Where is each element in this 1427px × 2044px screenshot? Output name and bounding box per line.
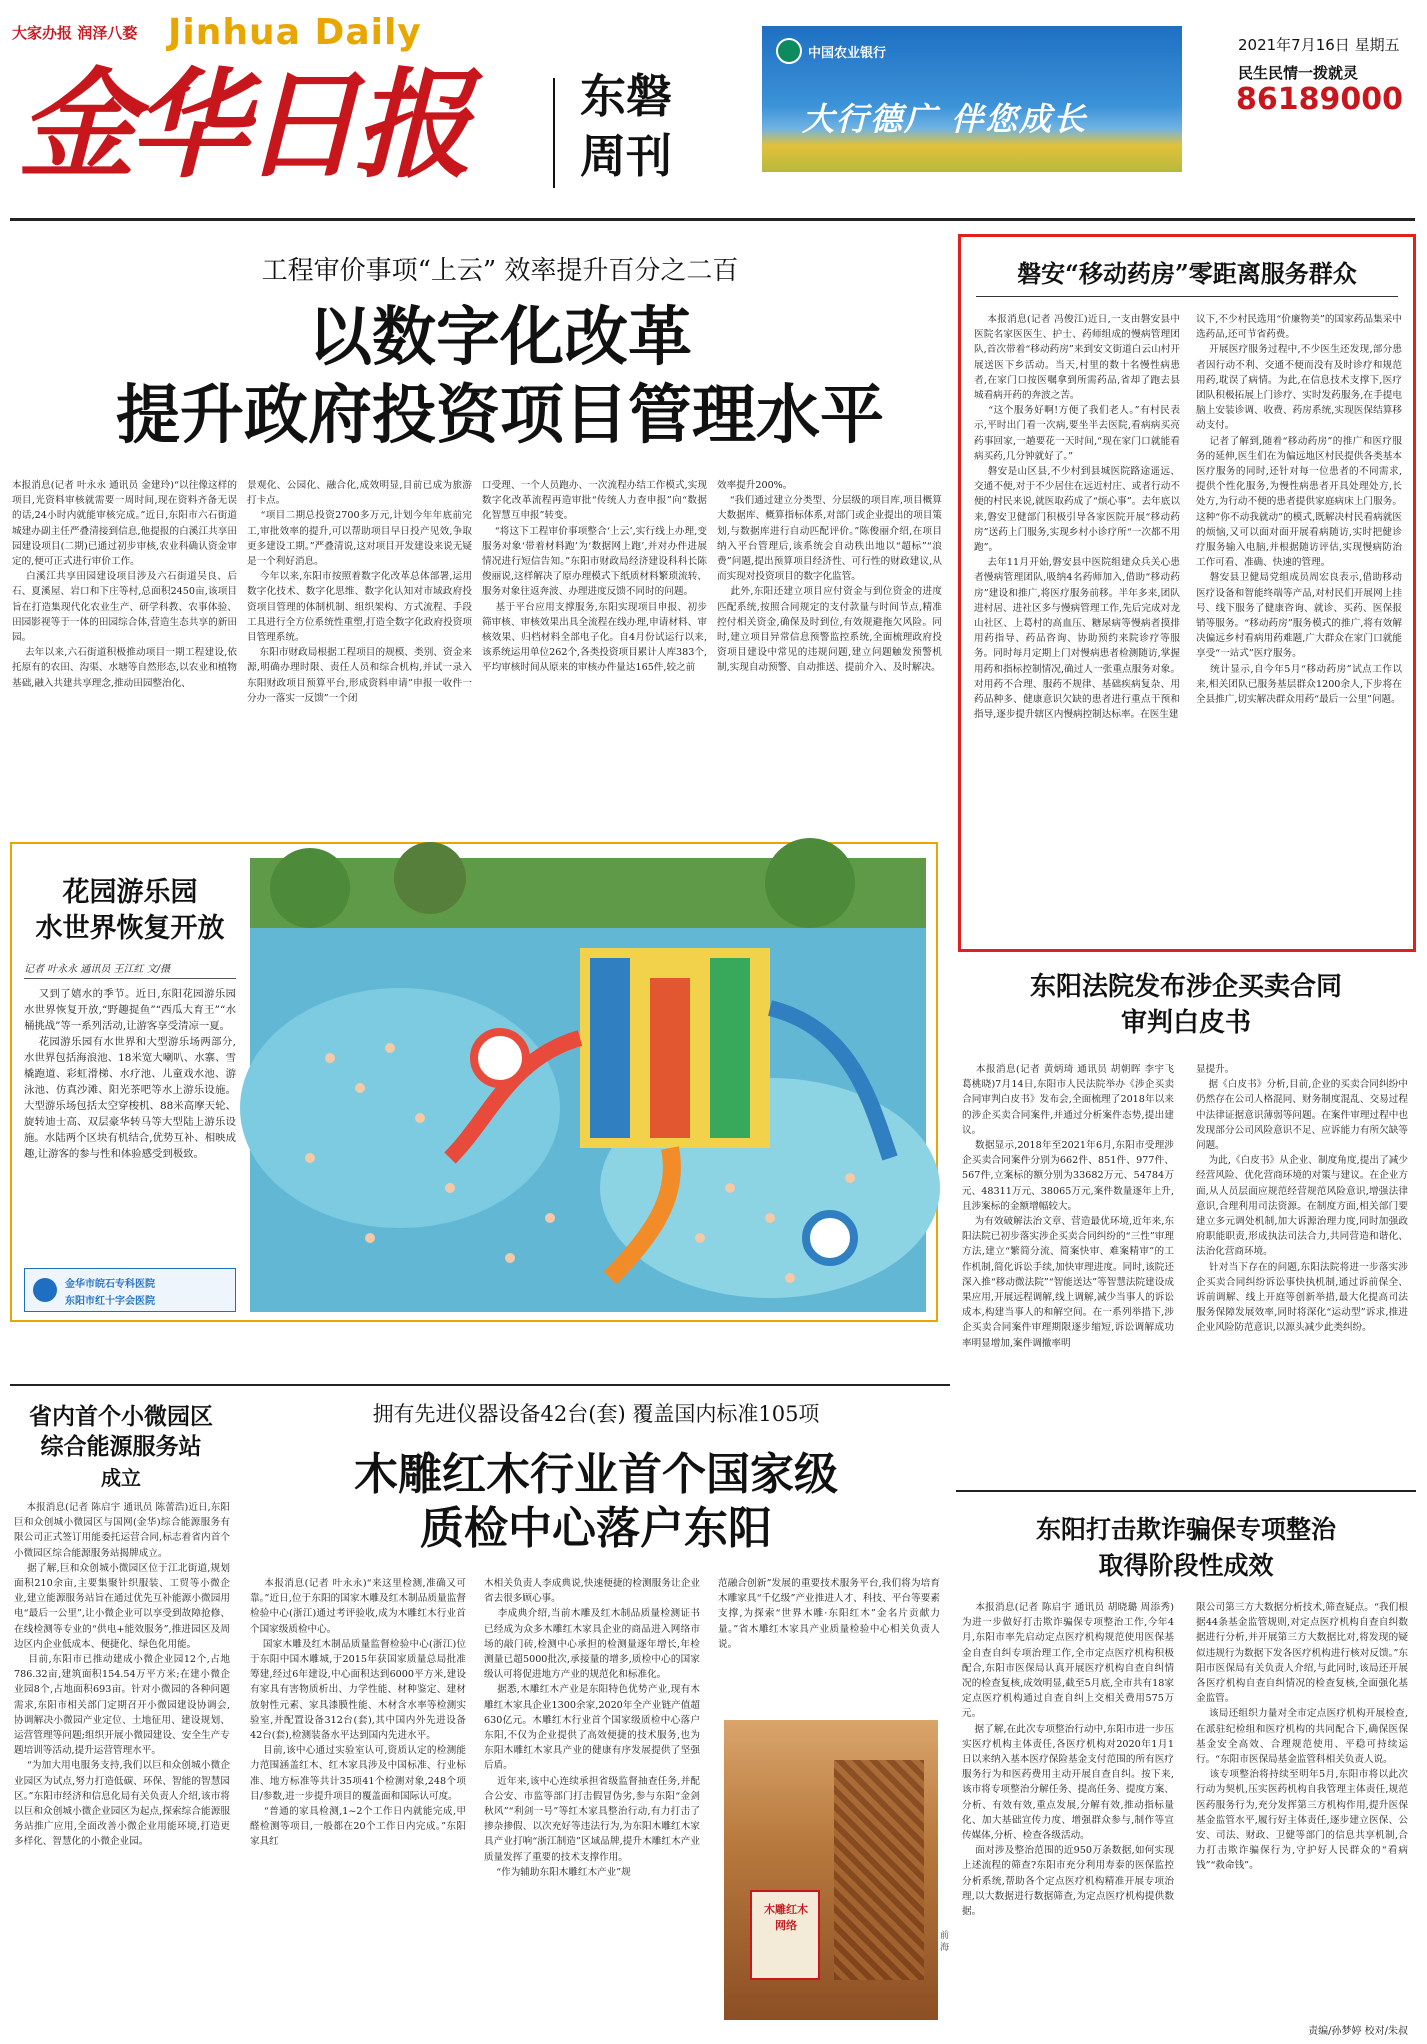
rosewood-title-line1: 木雕红木行业首个国家级: [354, 1449, 838, 1500]
energy-title-line2: 综合能源服务站: [40, 1433, 202, 1460]
pharmacy-column-2: 议下,不少村民选用“价廉物美”的国家药品集采中选药品,还可节省药费。 开展医疗服务过程中,不少医生还发现,部分患者因行动不利、交通不便而没有及时诊疗和规范用药,耽误了病情。为此,在信息技术支撑下,医疗团队积极拓展上门诊疗、实时发药服务,在手提电脑上安装诊调、收费、药房系统,实现医保结算移动支付。 记者了解到,随着“移动药房”的推广和医疗服务的延伸,医生们在为偏远地区村民提供各类基本医疗服务的同时,还针对每一位患者的不同需求,提供个性化服务,为慢性病患者开具处理处方,长处方,为行动不便的患者提供家庭病床上门服务。这种“你不动我就动”的模式,既解决村民看病就医的烦恼,又可以面对面开展看病随访,实时把健诊疗服务输入电脑,并根据随访评估,实现慢病防治工作可看、准确、快速的管理。 磐安县卫健局党组成员周宏良表示,借助移动医疗设备和智能终端等产品,对村民们开展网上挂号、线下服务了健康咨询、就诊、买药、医保报销等服务。“移动药房”服务模式的推广,将有效解决偏远乡村看病用药难题,广大群众在家门口就能享受“一站式”医疗服务。 统计显示,自今年5月“移动药房”试点工作以来,相关团队已服务基层群众1200余人,下步将在全县推广,切实解决群众用药“最后一公里”问题。: [1196, 314, 1402, 706]
lead-title-line1: 以数字化改革: [308, 300, 692, 375]
park-title-line1: 花园游乐园: [62, 877, 198, 908]
hospital-ad-line2: 东阳市红十字会医院: [65, 1296, 155, 1307]
hotline-number: 86189000: [1236, 82, 1403, 117]
water-park-illustration: [250, 858, 926, 1312]
masthead-rule: [10, 218, 1415, 221]
pharmacy-title-rule: [976, 296, 1398, 297]
bank-logo-icon: [776, 38, 802, 64]
masthead-logo: 金华日报: [18, 55, 467, 194]
section-rule-right: [956, 1490, 1416, 1492]
section-rule-middle: [10, 1384, 950, 1386]
energy-body: 本报消息(记者 陈启宇 通讯员 陈蕾浩)近日,东阳巨和众创城小微园区与国网(金华)综合能源服务有限公司正式签订用能委托运营合同,标志着省内首个小微园区综合能源服务站揭牌成立。 据了解,巨和众创城小微园区位于江北街道,规划面积210余亩,主要集聚针织服装、工贸等小微企业,建立能源服务站旨在通过优先互补能源小微园用电“最后一公里”,让小微企业可以享受到故障抢修、在线检测等专业的“供电+能效服务”,推进园区及周边区内企业低成本、便捷化、绿色化用能。 目前,东阳市已推动建成小微企业园12个,占地786.32亩,建筑面积154.54万平方米;在建小微企业园8个,占地面积693亩。针对小微园的各种问题需求,东阳市相关部门定期召开小微园建设协调会,协调解决小微园产业定位、土地征用、建设规划、运营管理等问题;组织开展小微园建设、安全生产专题培训等活动,提升运营管理水平。 “为加大用电服务支持,我们以巨和众创城小微企业园区为试点,努力打造低碳、环保、智能的智慧园区。”东阳市经济和信息化局有关负责人介绍,该市将以巨和众创城小微企业园区为起点,探索综合能源服务站推广应用,全面改善小微企业用能环境,打造更多样化、智慧化的小微企业园。: [14, 1502, 231, 1848]
rosewood-column-2: 木相关负责人李成典说,快速便捷的检测服务让企业省去很多顾心事。 李成典介绍,当前木雕及红木制品质量检测证书已经成为众多木雕红木家具企业的商品进入网络市场的敲门砖,检测中心承担的检测量逐年增长,年检测量已超5000批次,承接量的增多,质检中心的国家级认可将促进地方产业的规范化和标准化。 据悉,木雕红木产业是东阳特色优势产业,现有木雕红木家具企业1300余家,2020年全产业链产值超630亿元。木雕红木行业首个国家级质检中心落户东阳,不仅为企业提供了高效便捷的技术服务,也为东阳木雕红木家具产业的健康有序发展提供了坚强后盾。 近年来,该中心连续承担省级监督抽查任务,并配合公安、市监等部门打击假冒伪劣,参与东阳“金剑秋风”“利剑一号”等红木家具整治行动,有力打击了掺杂掺假、以次充好等违法行为,为东阳木雕红木家具产业打响“浙江制造”区域品牌,提升木雕红木产业质量发挥了重要的技术支撑作用。 “作为辅助东阳木雕红木产业”规: [484, 1578, 700, 1878]
hospital-ad-cross-icon: [33, 1278, 57, 1302]
lead-column-1: 本报消息(记者 叶永永 通讯员 金建玲)“以往像这样的项目,光资料审核就需要一周时间,现在资料齐备无误的话,24小时内就能审核完成。”近日,东阳市六石街道城建办副主任严叠清接到信息,他提报的白溪江共享田园建设项目(二期)已通过初步审核,农业科确认资金审定的,便可正式进行审价工作。 白溪江共享田园建设项目涉及六石街道吴良、后石、夏溪屋、岩口和下庄等村,总面积2450亩,该项目旨在打造集现代化农业生产、研学科教、农事体验、田园影视等于一体的田园综合体,营造生态共享的新田园。 去年以来,六石街道积极推动项目一期工程建设,依托原有的农田、沟渠、水塘等自然形态,以农业和植物基础,融入共建共享理念,推动田园整治化、: [12, 480, 238, 689]
court-title-line2: 审判白皮书: [1120, 1008, 1251, 1038]
edition-name-line2: 周刊: [580, 129, 672, 183]
editor-credit: 责编/孙梦婷 校对/朱叔: [1308, 2026, 1408, 2037]
park-title-line2: 水世界恢复开放: [35, 913, 225, 944]
rosewood-column-1: 本报消息(记者 叶永永)“来这里检测,准确又可靠。”近日,位于东阳的国家木雕及红木制品质量监督检验中心(浙江)通过考评验收,成为木雕红木行业首个国家级质检中心。 国家木雕及红木制品质量监督检验中心(浙江)位于东阳中国木雕城,于2015年获国家质量总局批准筹建,经过6年建设,中心面积达到6000平方米,建设有家具有害物质析出、力学性能、材种鉴定、建材放射性元素、家具漆膜性能、木材含水率等检测实验室,并配置设备312台(套),其中国内外先进设备42台(套),检测装备水平达到国内先进水平。 目前,该中心通过实验室认可,资质认定的检测能力范围涵盖红木、红木家具涉及中国标准、行业标准、地方标准等共计35项41个检测对象,248个项目/参数,进一步提升项目的覆盖面和国际认可度。 “普通的家具检测,1~2个工作日内就能完成,甲醛检测等项目,一般都在20个工作日内完成。”东阳家具红: [250, 1578, 466, 1848]
lead-column-2: 景观化、公园化、融合化,成效明显,目前已成为旅游打卡点。 “项目二期总投资2700多万元,计划今年年底前完工,审批效率的提升,可以帮助项目早日投产见效,争取更多建设工期。”严叠清说,这对项目开发建设来说无疑是一个利好消息。 今年以来,东阳市按照着数字化改革总体部署,运用数字化技术、数字化思维、数字化认知对市域政府投资项目管理的体制机制、组织架构、方式流程、手段工具进行全方位系统性重塑,打造全数字化政府投资项目管理系统。 东阳市财政局根据工程项目的规模、类别、资金来源,明确办理时限、责任人员和综合机构,并试一录入东阳财政项目预算平台,形成资料申请”申报一收件一分办一落实一反馈”一个闭: [247, 480, 473, 704]
park-body: 又到了嬉水的季节。近日,东阳花园游乐园水世界恢复开放,“野趣捉鱼”“西瓜大育王”“水桶挑战”等一系列活动,让游客享受清凉一夏。 花园游乐园有水世界和大型游乐场两部分,水世界包括海浪池、18米宽大喇叭、水寨、雪橇跑道、彩虹滑梯、水疗池、儿童戏水池、游泳池、仿真沙滩、阳光茶吧等水上游乐设施。大型游乐场包括太空穿梭机、88米高摩天轮、旋转迪士高、双层豪华转马等大型陆上游乐设施。水陆两个区块有机结合,优势互补、相映成趣,让游客的参与性和体验感受到极致。: [24, 988, 236, 1160]
rosewood-photo: [724, 1720, 938, 2020]
fraud-title-line1: 东阳打击欺诈骗保专项整治: [1035, 1515, 1336, 1544]
pharmacy-column-1: 本报消息(记者 冯俊江)近日,一支由磐安县中医院名家医医生、护士、药师组成的慢病管理团队,首次带着“移动药房”来到安文街道白云山村开展送医下乡活动。当天,村里的数十名慢性病患者,在家门口按医嘱拿到所需药品,省却了跑去县城看病开药的奔波之苦。 “这个服务好啊!方便了我们老人。”有村民表示,平时出门看一次病,要坐半去医院,看病病买亮药事回家,一趟要花一天时间,“现在家门口就能看病买药,几分钟就好了。” 磐安是山区县,不少村到县城医院路途遥远、交通不便,对于不少居住在远近村庄、或者行动不便的村民来说,就医取药成了“烦心事”。去年底以来,磐安卫健部门积极引导各家医院开展“移动药房”送药上门服务,实现乡村小诊疗所“一次都不用跑”。 去年11月开始,磐安县中医院组建众兵关心患者慢病管理团队,吸纳4名药师加入,借助“移动药房”建设和推广,将医疗服务前移。半年多来,团队进村居、进社区多与慢病管理工作,先后完成对龙山社区、上葛村的高血压、糖尿病等慢病者摸排用药指导、药品咨询、协助预约来院诊疗等服务。同时每月定期上门对慢病患者检测随访,掌握用药和指标控制情况,确过人一张重点服务对象。对用药不合理、服药不规律、基础疾病复杂、用药品种多、健康意识欠缺的患者进行重点干预和指导,逐步提升辖区内慢病控制达标率。在医生建: [974, 314, 1180, 721]
energy-title-line3: 成立: [101, 1466, 141, 1490]
masthead-slogan: 大家办报 润泽八婺: [12, 24, 138, 42]
hotline-label: 民生民情一拨就灵: [1238, 64, 1359, 82]
court-column-1: 本报消息(记者 黄炳琦 通讯员 胡朝晖 李宇飞 葛桃晓)7月14日,东阳市人民法院举办《涉企买卖合同审判白皮书》发布会,全面梳理了2018年以来的涉企买卖合同案件,并通过分析案件态势,提出建议。 数据显示,2018年至2021年6月,东阳市受理涉企买卖合同案件分别为662件、851件、977件、567件,立案标的额分别为33682万元、54784万元、48311万元、38065万元,案件数量逐年上升,且涉案标的金额增幅较大。 为有效破解法治文章、营造最优环境,近年来,东阳法院已初步落实涉企买卖合同纠纷的“三性”审理方法,建立“繁简分流、简案快审、难案精审”的工作机制,简化诉讼手续,加快审理进度。同时,该院还深入推“移动微法院”“智能送达”等智慧法院建设成果应用,开展远程调解,线上调解,减少当事人的诉讼成本,构建当事人的和解空间。在一系列举措下,涉企买卖合同案件审理期限逐步缩短,诉讼调解成功率明显增加,案件调撤率明: [962, 1064, 1174, 1349]
court-title-line1: 东阳法院发布涉企买卖合同: [1029, 972, 1342, 1002]
masthead: [0, 0, 1427, 215]
park-byline-rule: [24, 978, 236, 979]
bank-ad-banner[interactable]: [762, 26, 1182, 172]
issue-date: 2021年7月16日 星期五: [1238, 36, 1400, 54]
rosewood-carving-detail: [834, 1760, 924, 1980]
lead-title-line2: 提升政府投资项目管理水平: [116, 378, 884, 453]
rosewood-kicker: 拥有先进仪器设备42台(套) 覆盖国内标准105项: [372, 1402, 820, 1426]
bank-ad-slogan: 大行德广 伴您成长: [802, 100, 1088, 138]
masthead-divider: [553, 78, 555, 188]
pharmacy-title: 磐安“移动药房”零距离服务群众: [1017, 259, 1357, 288]
rosewood-photo-sign-text: 木雕红木 网络: [764, 1903, 808, 1932]
masthead-brand-en: Jinhua Daily: [168, 12, 422, 53]
park-byline: 记者 叶永永 通讯员 王江红 文/摄: [24, 964, 171, 975]
lead-column-4: 效率提升200%。 “我们通过建立分类型、分层级的项目库,项目概算大数据库、概算指标体系,对部门或企业提出的项目策划,与数据库进行自动匹配评价。”陈俊丽介绍,在项目纳入平台管理后,该系统会自动秩出地以“超标”“浪费”问题,提出预算项目经济性、可行性的财政建议,从而实现对投资项目的数字化监管。 此外,东阳还建立项目应付资金与到位资金的进度匹配系统,按照合同规定的支付款量与时间节点,精准控付相关资金,确保及时到位,有效规避拖欠风险。同时,建立项目异常信息预警监控系统,全面梳理政府投资项目建设中常见的违规问题,建立问题触发预警机制,实现自动预警、自动推送、提前介入、及时解决。: [717, 480, 942, 674]
water-park-photo: [250, 858, 926, 1312]
fraud-title-line2: 取得阶段性成效: [1098, 1551, 1274, 1580]
energy-title-line1: 省内首个小微园区: [29, 1403, 213, 1430]
bank-name: 中国农业银行: [808, 46, 887, 61]
rosewood-photo-sign: [750, 1890, 820, 1980]
fraud-column-1: 本报消息(记者 陈启宇 通讯员 胡晓璐 周添秀)为进一步做好打击欺诈骗保专项整治工作,今年4月,东阳市率先启动定点医疗机构规范使用医保基金自查自纠专项治理工作,全市定点医疗机构积极配合,东阳市医保局认真开展医疗机构自查自纠情况的检查复核,成效明显,截至5月底,全市共有18家定点医疗机构通过自查自纠上交相关费用575万元。 据了解,在此次专项整治行动中,东阳市进一步压实医疗机构主体责任,各医疗机构对2020年1月1日以来纳入基本医疗保险基金支付范围的所有医疗服务行为和医药费用主动开展自查自纠。按下来,该市将专项整治分解任务、提高任务、提度方案、分析、有效有效,重点发展,分解有效,推动指标量化、加大基础宣传力度、增强群众参与,制作等宣传媒体,分析、检查各级活动。 面对涉及整治范围的近950万条数据,如何实现上述流程的筛查?东阳市充分利用寿泰的医保监控分析系统,帮助各个定点医疗机构精准开展专项治理,以大数据进行数据筛查,为定点医疗机构提供数据。: [962, 1602, 1175, 1918]
edition-name-line1: 东磐: [580, 69, 672, 123]
lead-kicker: 工程审价事项“上云” 效率提升百分之二百: [261, 256, 739, 286]
hospital-ad[interactable]: [24, 1268, 236, 1312]
rosewood-title-line2: 质检中心落户东阳: [420, 1503, 772, 1554]
lead-column-3: 口受理、一个人员跑办、一次流程办结工作模式,实现数字化改革流程再造审批“传统人力查申报”向“数据化智慧互申报”转变。 “将这下工程审价事项整合‘上云’,实行线上办理,变服务对象‘带着材料跑’为‘数据网上跑’,并对办件进展情况进行短信告知。”东阳市财政局经济建设科科长陈俊丽说,这样解决了原办理模式下纸质材料繁琐流转、服务对象往返奔波、办理进度反馈不同时的问题。 基于平台应用支撑服务,东阳实现项目申报、初步筛审核、审核效果出具全流程在线办理,申请材料、审核效果、归档材料全部电子化。自4月份试运行以来,该系统运用单位262个,各类投资项目累计人库383个,平均审核时间从原来的审核办件量达165件,较之前: [482, 480, 708, 674]
fraud-column-2: 限公司第三方大数据分析技术,筛查疑点。“我们根据44条基金监管规则,对定点医疗机构自查自纠数据进行分析,并开展第三方大数据比对,将发现的疑似违规行为数据下发各医疗机构进行核对反馈。”东阳市医保局有关负责人介绍,与此同时,该局还开展各医疗机构自查自纠情况的检查复核,全面强化基金监管。 该局还组织力量对全市定点医疗机构开展检查,在派驻纪检组和医疗机构的共同配合下,确保医保基金安全高效、合理规范使用、平稳可持续运行。“东阳市医保局基金监管科相关负责人说。 该专项整治将持续至明年5月,东阳市将以此次行动为契机,压实医药机构自我管理主体责任,规范医药服务行为,充分发挥第三方机构作用,提升医保基金监管水平,履行好主体责任,逐步建立医保、公安、司法、财政、卫健等部门的信息共享机制,合力打击欺诈骗保行为,守护好人民群众的“看病钱”“救命钱”。: [1196, 1602, 1408, 1872]
hospital-ad-line1: 金华市皖石专科医院: [65, 1279, 155, 1290]
rosewood-column-3: 范融合创新”发展的重要技术服务平台,我们将为培育木雕家具“千亿级”产业推进人才、科技、平台等要素支撑,为探索“世界木雕·东阳红木”金名片贡献力量。”省木雕红木家具产业质量检验中心相关负责人说。: [718, 1578, 940, 1650]
rosewood-photo-credit: 前 海: [940, 1931, 950, 1953]
court-column-2: 显提升。 据《白皮书》分析,目前,企业的买卖合同纠纷中仍然存在公司人格混同、财务制度混乱、交易过程中法律证据意识薄弱等问题。在案件审理过程中也发现部分公司风险意识不足、应诉能力有所欠缺等问题。 为此,《白皮书》从企业、制度角度,提出了减少经营风险、优化营商环境的对策与建议。在企业方面,从人员层面应规范经营规范风险意识,增强法律意识,合理利用司法资源。在制度方面,相关部门要建立多元调处机制,加大诉源治理力度,同时加强政府职能职责,形成执法司法合力,共同营造和谐化、法治化营商环境。 针对当下存在的问题,东阳法院将进一步落实涉企买卖合同纠纷诉讼事快执机制,通过诉前保全、诉前调解、线上开庭等创新举措,最大化提高司法服务保障发展效率,同时将深化“运动型”诉求,推进企业风险防范意识,以源头减少此类纠纷。: [1196, 1064, 1408, 1334]
